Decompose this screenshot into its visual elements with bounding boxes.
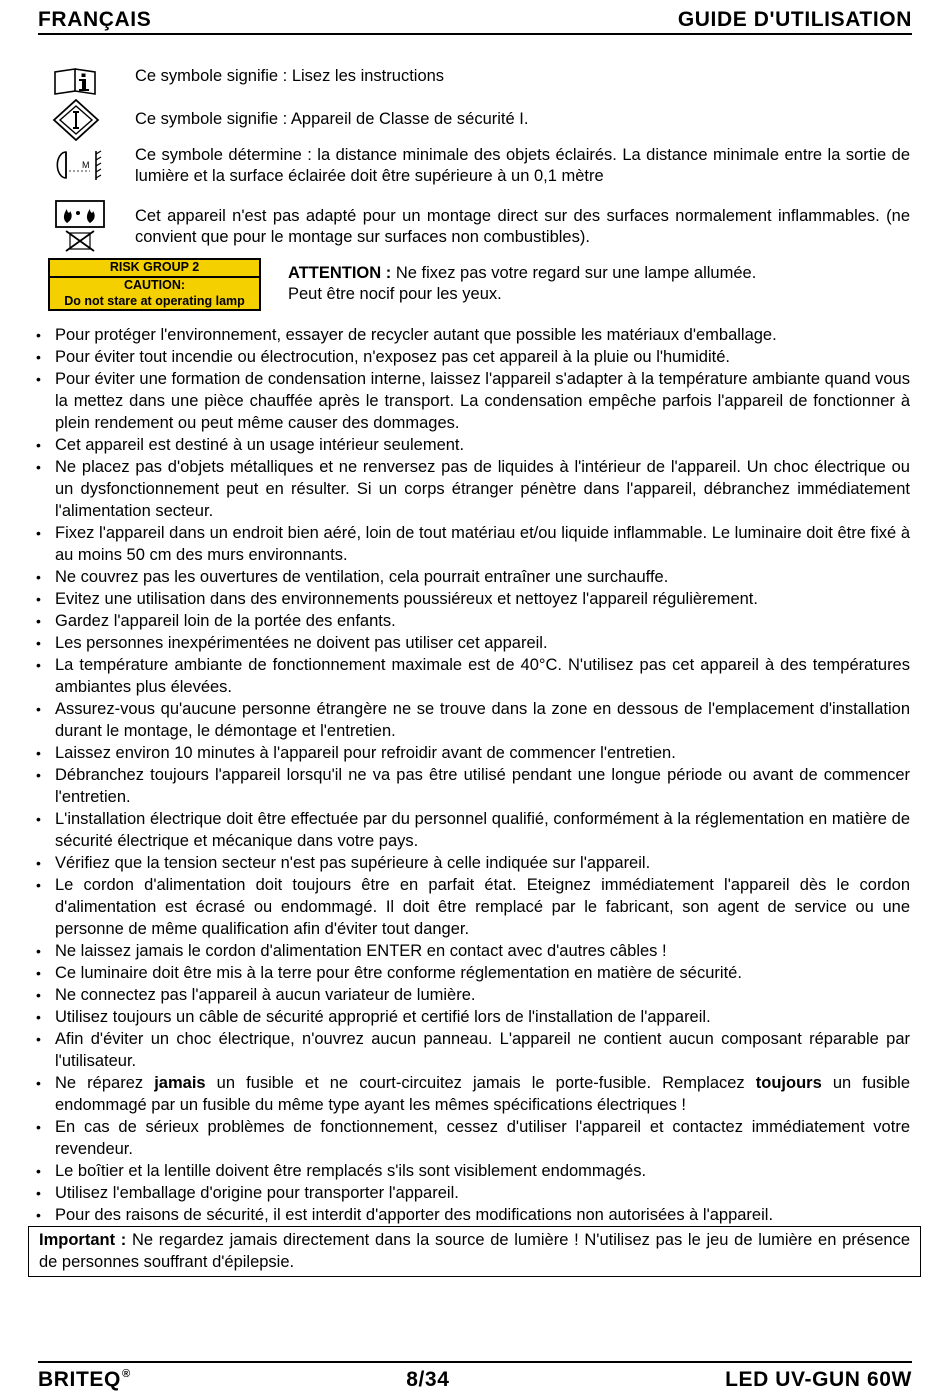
list-item: • Pour protéger l'environnement, essayer de recycler autant que possible les matériaux d'emballage. bbox=[30, 324, 910, 346]
list-item: • Ne couvrez pas les ouvertures de ventilation, cela pourrait entraîner une surchauffe. bbox=[30, 566, 910, 588]
fuse-text-2: un fusible et ne court-circuitez jamais le porte-fusible. Remplacez bbox=[205, 1074, 756, 1092]
list-item: • Pour des raisons de sécurité, il est interdit d'apporter des modifications non autorisées à l'appareil. bbox=[30, 1204, 910, 1226]
attention-note bbox=[288, 263, 756, 305]
symbol-text: Ce symbole signifie : Lisez les instructions bbox=[135, 67, 445, 85]
list-item: • Ne laissez jamais le cordon d'alimentation ENTER en contact avec d'autres câbles ! bbox=[30, 940, 910, 962]
risk-group-title: RISK GROUP 2 bbox=[50, 260, 259, 278]
read-instructions-icon bbox=[52, 66, 132, 101]
list-item: • Le boîtier et la lentille doivent être remplacés s'ils sont visiblement endommagés. bbox=[30, 1160, 910, 1182]
list-item: • Ne placez pas d'objets métalliques et ne renversez pas de liquides à l'intérieur de l'appareil. Un choc électrique ou un dysfonctionnement peut en résulter. Si un corps étranger pénètre dans l'appareil, débranchez immédiatement l'alimentation secteur. bbox=[30, 456, 910, 522]
risk-group-caution: CAUTION: bbox=[123, 278, 186, 292]
important-label: Important : bbox=[39, 1231, 127, 1249]
list-item: • Gardez l'appareil loin de la portée des enfants. bbox=[30, 610, 910, 632]
attention-text: Ne fixez pas votre regard sur une lampe allumée. bbox=[391, 264, 757, 282]
symbol-text: Cet appareil n'est pas adapté pour un montage direct sur des surfaces normalement inflammables. (ne convient que pour le montage sur surfaces non combustibles). bbox=[135, 207, 910, 246]
list-item: • Ce luminaire doit être mis à la terre pour être conforme réglementation en matière de sécurité. bbox=[30, 962, 910, 984]
risk-group-label bbox=[48, 258, 261, 311]
fuse-text-1: Ne réparez bbox=[55, 1074, 155, 1092]
list-item: • Afin d'éviter un choc électrique, n'ouvrez aucun panneau. L'appareil ne contient aucun composant réparable par l'utilisateur. bbox=[30, 1028, 910, 1072]
list-item: • Cet appareil est destiné à un usage intérieur seulement. bbox=[30, 434, 910, 456]
footer-page-number: 8/34 bbox=[406, 1368, 450, 1391]
list-item: • Laissez environ 10 minutes à l'appareil pour refroidir avant de commencer l'entretien. bbox=[30, 742, 910, 764]
list-item: • Ne connectez pas l'appareil à aucun variateur de lumière. bbox=[30, 984, 910, 1006]
min-distance-icon-label: M bbox=[82, 160, 90, 170]
registered-mark: ® bbox=[121, 1368, 131, 1380]
footer-brand: BRITEQ bbox=[38, 1368, 121, 1391]
list-item-fuse bbox=[30, 1072, 910, 1116]
page-header bbox=[38, 2, 912, 35]
list-item: • Evitez une utilisation dans des environnements poussiéreux et nettoyez l'appareil régulièrement. bbox=[30, 588, 910, 610]
list-item: • Utilisez toujours un câble de sécurité approprié et certifié lors de l'installation de l'appareil. bbox=[30, 1006, 910, 1028]
list-item: • La température ambiante de fonctionnement maximale est de 40°C. N'utilisez pas cet appareil à des températures ambiantes plus élevées. bbox=[30, 654, 910, 698]
list-item: • Assurez-vous qu'aucune personne étrangère ne se trouve dans la zone en dessous de l'emplacement d'installation durant le montage, le démontage et l'entretien. bbox=[30, 698, 910, 742]
list-item: • En cas de sérieux problèmes de fonctionnement, cessez d'utiliser l'appareil et contactez immédiatement votre revendeur. bbox=[30, 1116, 910, 1160]
attention-label: ATTENTION : bbox=[288, 264, 392, 282]
symbol-row-class1 bbox=[52, 109, 910, 146]
symbol-row-distance bbox=[52, 145, 910, 189]
fuse-text-3: un fusible endommagé par un fusible du même type ayant les mêmes spécifications électriques ! bbox=[55, 1074, 910, 1114]
min-distance-icon bbox=[52, 148, 132, 189]
safety-instructions-list bbox=[30, 324, 910, 1226]
list-item: • Débranchez toujours l'appareil lorsqu'il ne va pas être utilisé pendant une longue période ou avant de commencer l'entretien. bbox=[30, 764, 910, 808]
footer-brand-wrap bbox=[38, 1368, 131, 1392]
symbol-text: Ce symbole signifie : Appareil de Classe de sécurité I. bbox=[135, 110, 529, 128]
risk-group-warning: Do not stare at operating lamp bbox=[64, 293, 245, 308]
attention-text-2: Peut être nocif pour les yeux. bbox=[288, 285, 502, 303]
no-flammable-surface-icon bbox=[52, 199, 132, 258]
symbol-text: Ce symbole détermine : la distance minimale des objets éclairés. La distance minimale entre la sortie de lumière et la surface éclairée doit être supérieure à un 0,1 mètre bbox=[135, 146, 910, 185]
list-item: • Utilisez l'emballage d'origine pour transporter l'appareil. bbox=[30, 1182, 910, 1204]
list-item: • Le cordon d'alimentation doit toujours être en parfait état. Eteignez immédiatement l'appareil dès le cordon d'alimentation est écrasé ou endommagé. Il doit être remplacé par le fabricant, son agent de service ou une personne de même qualification afin d'éviter tout danger. bbox=[30, 874, 910, 940]
fuse-emphasis-never: jamais bbox=[154, 1074, 206, 1092]
list-item: • Vérifiez que la tension secteur n'est pas supérieure à celle indiquée sur l'appareil. bbox=[30, 852, 910, 874]
list-item: • Pour éviter une formation de condensation interne, laissez l'appareil s'adapter à la température ambiante quand vous la mettez dans une pièce chauffée après le transport. La condensation empêche parfois l'appareil de fonctionner à plein rendement ou peut même causer des dommages. bbox=[30, 368, 910, 434]
list-item: • L'installation électrique doit être effectuée par du personnel qualifié, conformément à la réglementation en matière de sécurité électrique et mécanique dans votre pays. bbox=[30, 808, 910, 852]
safety-class-1-icon bbox=[52, 99, 132, 146]
header-language: FRANÇAIS bbox=[38, 8, 152, 31]
symbol-row-flammable bbox=[52, 206, 910, 258]
list-item: • Pour éviter tout incendie ou électrocution, n'exposez pas cet appareil à la pluie ou l'humidité. bbox=[30, 346, 910, 368]
fuse-emphasis-always: toujours bbox=[755, 1074, 822, 1092]
list-item: • Fixez l'appareil dans un endroit bien aéré, loin de tout matériau et/ou liquide inflammable. Le luminaire doit être fixé à au moins 50 cm des murs environnants. bbox=[30, 522, 910, 566]
important-notice-box bbox=[28, 1226, 921, 1277]
header-title: GUIDE D'UTILISATION bbox=[677, 8, 912, 31]
footer-model: LED UV-GUN 60W bbox=[725, 1368, 912, 1391]
important-text: Ne regardez jamais directement dans la source de lumière ! N'utilisez pas le jeu de lumière en présence de personnes souffrant d'épilepsie. bbox=[39, 1231, 910, 1271]
symbol-row-instructions bbox=[52, 66, 910, 101]
page-footer bbox=[38, 1361, 912, 1397]
list-item: • Les personnes inexpérimentées ne doivent pas utiliser cet appareil. bbox=[30, 632, 910, 654]
